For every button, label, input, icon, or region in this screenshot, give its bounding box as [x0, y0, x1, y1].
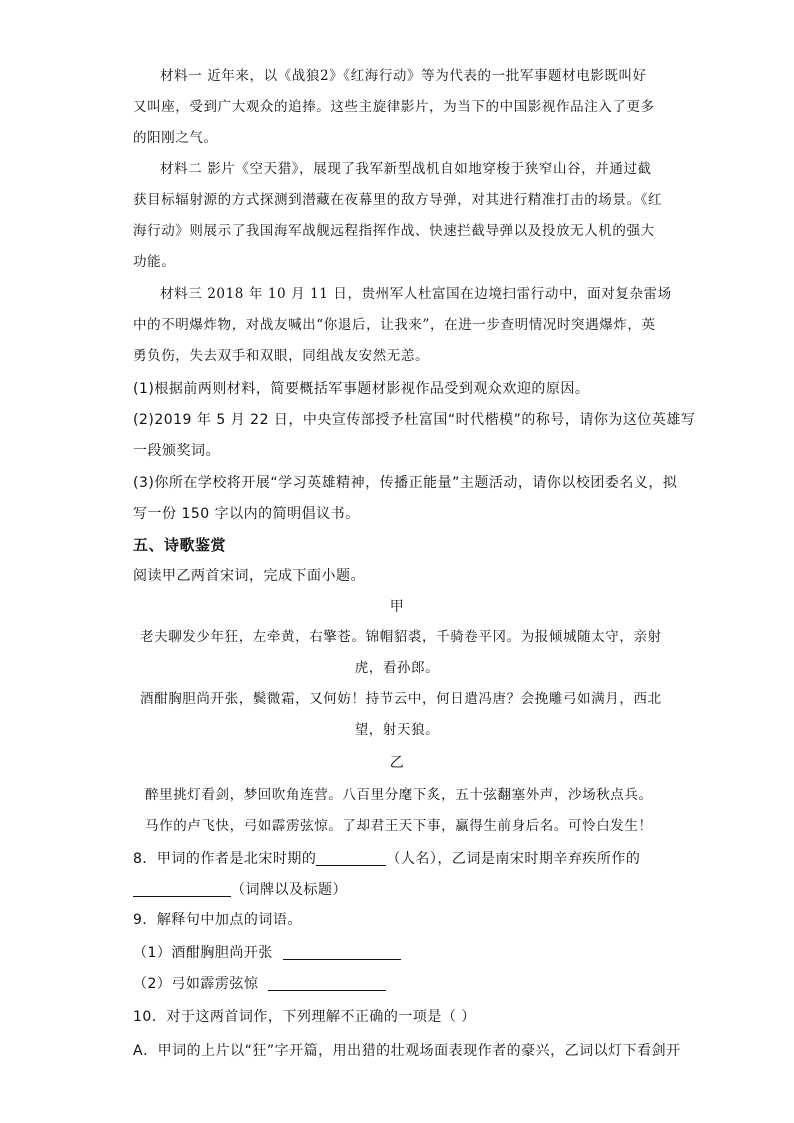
question-3-line-2: 写一份 150 字以内的简明倡议书。: [133, 506, 360, 522]
poem-a-line-3: 酒酣胸胆尚开张，鬓微霜，又何妨！持节云中，何日遣冯唐？会挽雕弓如满月，西北: [140, 691, 662, 707]
item-2-answer-blank[interactable]: [268, 976, 386, 991]
material-1-line-3: 的阳刚之气。: [133, 130, 218, 146]
item-1-answer-blank[interactable]: [283, 945, 401, 960]
poem-a-line-1: 老夫聊发少年狂，左牵黄，右擎苍。锦帽貂裘，千骑卷平冈。为报倾城随太守，亲射: [140, 629, 662, 645]
question-2-line-2: 一段颁奖词。: [133, 443, 220, 459]
question-1: (1)根据前两则材料，简要概括军事题材影视作品受到观众欢迎的原因。: [133, 381, 590, 397]
question-9-item-2-text: （2）弓如霹雳弦惊: [133, 976, 259, 992]
cipai-title-answer-blank[interactable]: [133, 882, 231, 897]
material-1-line-2: 又叫座，受到广大观众的追捧。这些主旋律影片，为当下的中国影视作品注入了更多: [133, 99, 655, 115]
author-answer-blank[interactable]: [316, 851, 386, 866]
poem-b-line-1: 醉里挑灯看剑，梦回吹角连营。八百里分麾下炙，五十弦翻塞外声，沙场秋点兵。: [145, 787, 653, 803]
poem-b-line-2: 马作的卢飞快，弓如霹雳弦惊。了却君王天下事，赢得生前身后名。可怜白发生！: [145, 818, 653, 834]
material-2-line-4: 功能。: [133, 254, 176, 270]
question-10-option-a: A．甲词的上片以“狂”字开篇，用出猎的壮观场面表现作者的豪兴，乙词以灯下看剑开: [133, 1043, 681, 1059]
question-9-item-1: [133, 945, 401, 960]
section-intro: 阅读甲乙两首宋词，完成下面小题。: [133, 568, 365, 584]
question-3-line-1: (3)你所在学校将开展“学习英雄精神，传播正能量”主题活动，请你以校团委名义，拟: [133, 475, 678, 491]
material-2-line-3: 海行动》则展示了我国海军战舰远程指挥作战、快速拦截导弹以及投放无人机的强大: [133, 223, 655, 239]
question-8-part-2: （人名），乙词是南宋时期辛弃疾所作的: [386, 851, 641, 867]
material-2-line-1: 材料二 影片《空天猎》，展现了我军新型战机自如地穿梭于狭窄山谷，并通过截: [160, 161, 652, 177]
question-9-stem: 9．解释句中加点的词语。: [133, 912, 302, 928]
question-10-stem: 10．对于这两首词作，下列理解不正确的一项是（ ）: [133, 1009, 476, 1025]
question-2-line-1: (2)2019 年 5 月 22 日，中央宣传部授予杜富国“时代楷模”的称号，请你为这位英雄写: [133, 412, 696, 428]
material-1-line-1: 材料一 近年来，以《战狼2》《红海行动》等为代表的一批军事题材电影既叫好: [160, 68, 647, 84]
poem-a-line-2: 虎，看孙郎。: [354, 660, 440, 676]
material-3-line-1: 材料三 2018 年 10 月 11 日，贵州军人杜富国在边境扫雷行动中，面对复杂雷场: [160, 286, 672, 302]
material-3-line-3: 勇负伤，失去双手和双眼，同组战友安然无恙。: [133, 348, 430, 364]
poem-a-title: 甲: [389, 599, 405, 615]
question-8-part-1: 8．甲词的作者是北宋时期的: [133, 851, 317, 867]
poem-a-line-4: 望，射天狼。: [354, 722, 440, 738]
material-3-line-2: 中的不明爆炸物，对战友喊出“你退后，让我来”，在进一步查明情况时突遇爆炸，英: [133, 317, 656, 333]
question-8-line-2: [133, 882, 347, 897]
poem-b-title: 乙: [389, 755, 405, 771]
section-heading: 五、诗歌鉴赏: [133, 536, 227, 554]
question-8-part-3: （词牌以及标题）: [231, 882, 347, 898]
question-9-item-1-text: （1）酒酣胸胆尚开张: [133, 945, 273, 961]
material-2-line-2: 获目标辐射源的方式探测到潜藏在夜幕里的敌方导弹，对其进行精准打击的场景。《红: [133, 192, 663, 208]
question-8-line-1: [133, 851, 640, 866]
question-9-item-2: [133, 976, 386, 991]
